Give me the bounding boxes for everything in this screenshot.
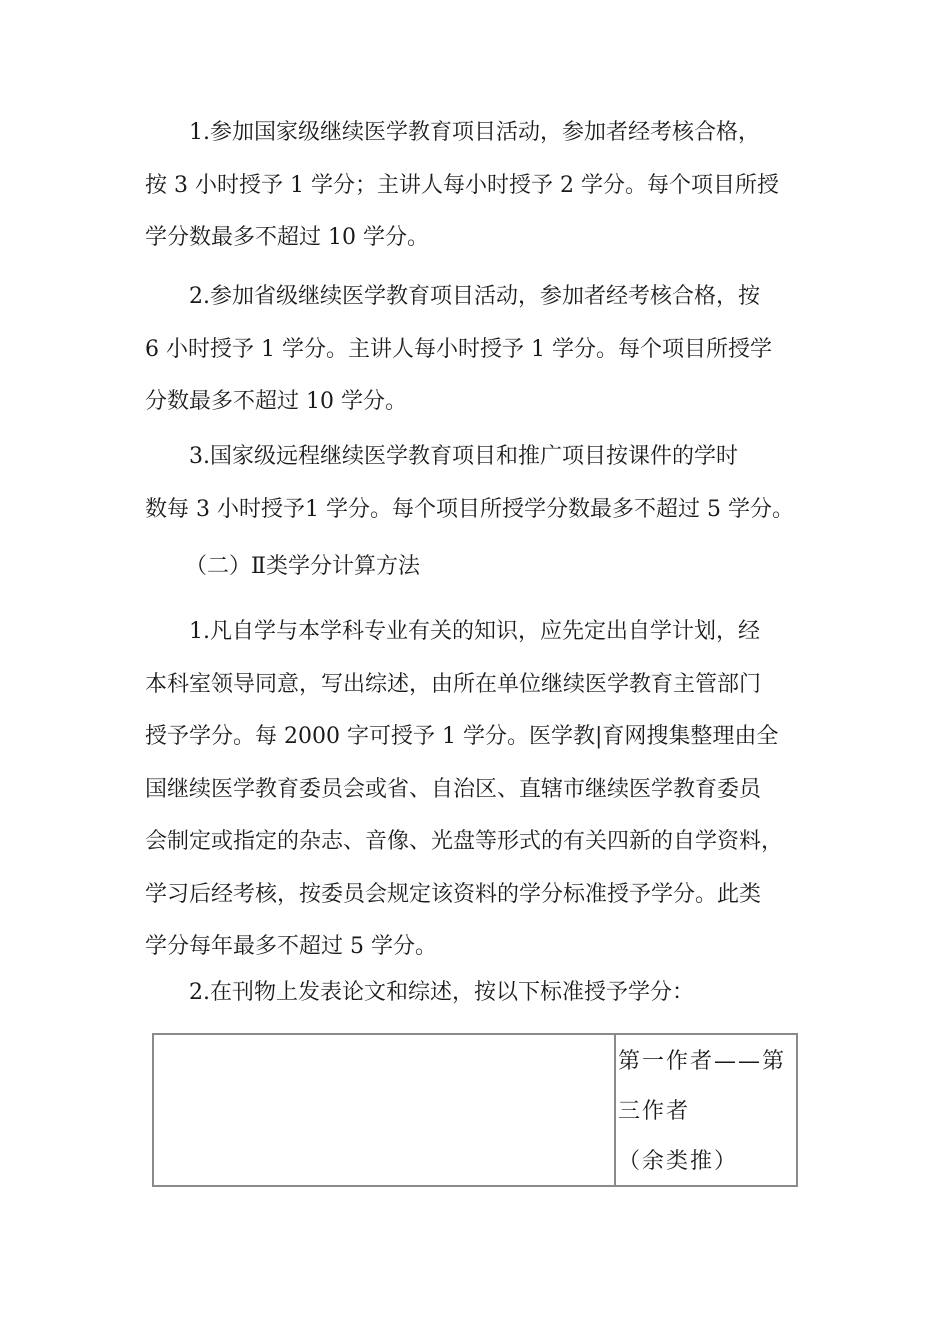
text-line: 3.国家级远程继续医学教育项目和推广项目按课件的学时 bbox=[189, 444, 738, 469]
text-line: 学分每年最多不超过 5 学分。 bbox=[145, 934, 437, 959]
paragraph-remote-credit bbox=[145, 431, 810, 536]
table-cell-line: （余类推） bbox=[618, 1149, 739, 1174]
text-line: 国继续医学教育委员会或省、自治区、直辖市继续医学教育委员 bbox=[145, 776, 762, 802]
text-line: 本科室领导同意，写出综述，由所在单位继续医学教育主管部门 bbox=[145, 671, 762, 697]
table-cell-author-order bbox=[618, 1037, 798, 1187]
text-line: 会制定或指定的杂志、音像、光盘等形式的有关四新的自学资料， bbox=[145, 829, 784, 854]
table-cell-line: 第一作者——第 bbox=[618, 1049, 787, 1074]
credit-table bbox=[152, 1033, 798, 1187]
paragraph-provincial-credit bbox=[145, 271, 810, 429]
text-line: 学分数最多不超过 10 学分。 bbox=[145, 225, 429, 250]
text-line: 1.参加国家级继续医学教育项目活动，参加者经考核合格， bbox=[189, 120, 760, 145]
text-line: 授予学分。每 2000 字可授予 1 学分。医学教|育网搜集整理由全 bbox=[145, 724, 779, 749]
text-line: 数每 3 小时授予1 学分。每个项目所授学分数最多不超过 5 学分。 bbox=[145, 496, 794, 522]
table-cell-line: 三作者 bbox=[618, 1099, 691, 1124]
text-line: 2.在刊物上发表论文和综述，按以下标准授予学分： bbox=[189, 980, 694, 1005]
text-line: 6 小时授予 1 学分。主讲人每小时授予 1 学分。每个项目所授学 bbox=[145, 336, 772, 362]
table-column-divider bbox=[614, 1035, 616, 1185]
section-heading: （二）Ⅱ类学分计算方法 bbox=[185, 554, 420, 579]
paragraph-national-credit bbox=[145, 107, 810, 265]
text-line: 学习后经考核，按委员会规定该资料的学分标准授予学分。此类 bbox=[145, 881, 762, 907]
text-line: 按 3 小时授予 1 学分；主讲人每小时授予 2 学分。每个项目所授 bbox=[145, 172, 779, 198]
text-line: 分数最多不超过 10 学分。 bbox=[145, 389, 407, 414]
table-cell-empty bbox=[154, 1035, 614, 1185]
text-line: 2.参加省级继续医学教育项目活动，参加者经考核合格，按 bbox=[189, 284, 760, 309]
text-line: 1.凡自学与本学科专业有关的知识，应先定出自学计划，经 bbox=[189, 619, 760, 644]
section-heading-class2 bbox=[145, 541, 810, 594]
paragraph-self-study-credit bbox=[145, 606, 810, 974]
paragraph-publication-credit bbox=[145, 967, 810, 1020]
